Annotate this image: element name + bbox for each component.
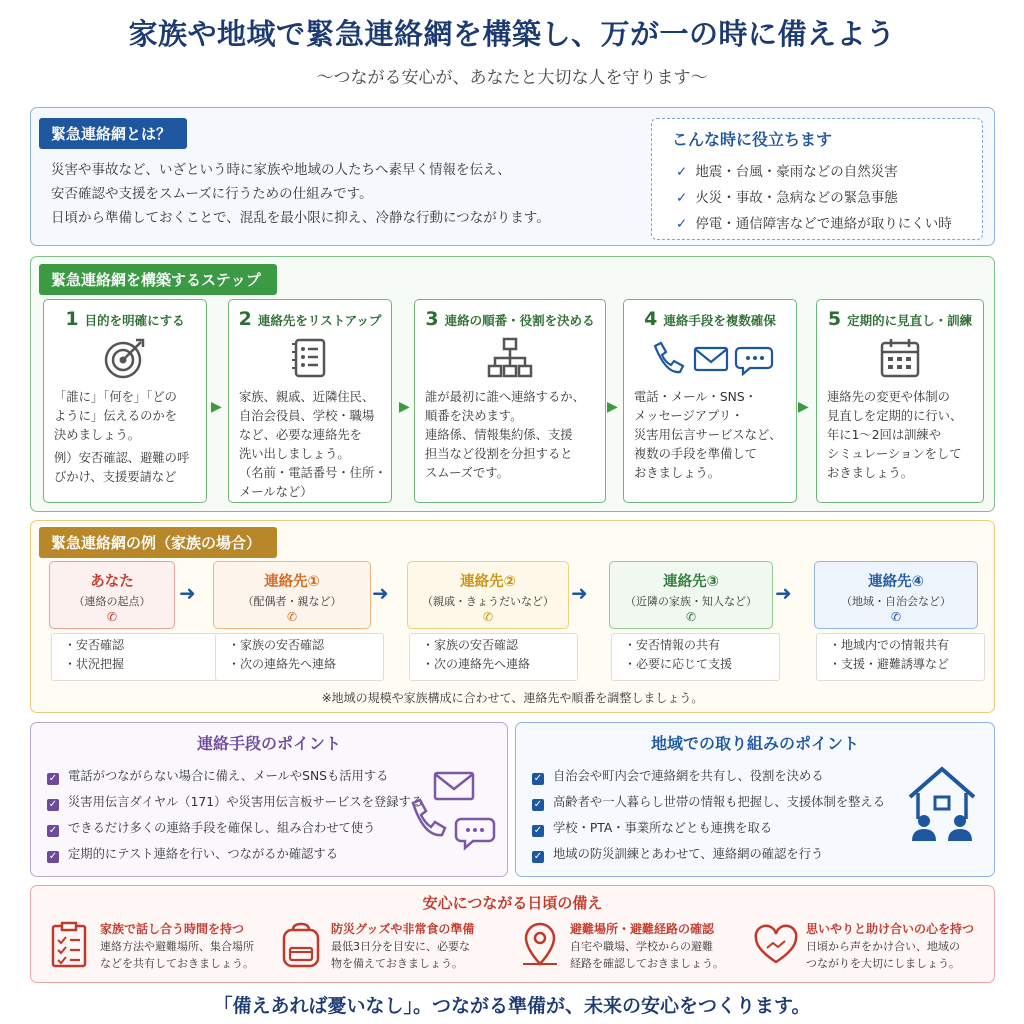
about-line: 日頃から準備しておくことで、混乱を最小限に抑え、冷静な行動につながります。 bbox=[51, 210, 550, 226]
about-line: 災害や事故など、いざという時に家族や地域の人たちへ素早く情報を伝え、 bbox=[51, 162, 511, 178]
step-description: 誰が最初に誰へ連絡するか、 順番を決めます。 連絡係、情報集約係、支援 担当など役割を分担すると スムーズです。 bbox=[425, 390, 585, 480]
check-icon: ✓ bbox=[676, 190, 688, 206]
step-description: 連絡先の変更や体制の 見直しを定期的に行い、 年に1〜2回は訓練や シミュレーションをして おきましょう。 bbox=[827, 390, 963, 480]
checkbox-icon: ✓ bbox=[48, 773, 58, 784]
useful-item: ✓ 地震・台風・豪雨などの自然災害 bbox=[676, 164, 898, 180]
step-card-5: 5 定期的に見直し・訓練 連絡先の変更や体制の 見直しを定期的に行い、 年に1〜2回は訓練や シミュレーションをして おきましょう。 bbox=[816, 299, 984, 503]
phone-icon: ✆ bbox=[482, 610, 494, 624]
list-item: ✓ 学校・PTA・事業所などとも連携を取る bbox=[533, 821, 773, 836]
steps-section bbox=[30, 256, 995, 512]
person-box-contact-2: 連絡先② （親戚・きょうだいなど） ✆ bbox=[407, 561, 569, 629]
person-desc: ・安否確認 ・状況把握 bbox=[51, 633, 220, 681]
prep-item: 防災グッズや非常食の準備 最低3日分を目安に、必要な 物を備えておきましょう。 bbox=[276, 918, 511, 978]
list-item: ✓ 電話がつながらない場合に備え、メールやSNSも活用する bbox=[48, 769, 389, 784]
person-box-you: あなた （連絡の起点） ✆ bbox=[49, 561, 175, 629]
prep-item: 思いやりと助け合いの心を持つ 日頃から声をかけ合い、地域の つながりを大切にしましょう。 bbox=[751, 918, 986, 978]
contact-points-list bbox=[47, 763, 423, 867]
about-text bbox=[51, 158, 550, 230]
map-pin-icon bbox=[515, 920, 565, 970]
contact-methods-icon bbox=[624, 336, 796, 380]
footer-slogan: 「備えあれば憂いなし」。つながる準備が、未来の安心をつくります。 bbox=[213, 995, 811, 1017]
phone-icon: ✆ bbox=[106, 610, 118, 624]
example-section bbox=[30, 520, 995, 713]
phone-icon: ✆ bbox=[286, 610, 298, 624]
example-label: 緊急連絡網の例（家族の場合） bbox=[39, 527, 277, 558]
arrow-right-icon: ➜ bbox=[571, 581, 588, 605]
step-card-1: 1 目的を明確にする 「誰に」「何を」「どの ように」伝えるのかを 決めましょう。 例）安否確認、避難の呼 びかけ、支援要請など bbox=[43, 299, 207, 503]
arrow-right-icon: ▶ bbox=[798, 399, 809, 415]
check-icon: ✓ bbox=[676, 164, 688, 180]
checkbox-icon: ✓ bbox=[533, 799, 543, 810]
person-box-contact-3: 連絡先③ （近隣の家族・知人など） ✆ bbox=[609, 561, 773, 629]
community-points-list bbox=[532, 763, 885, 867]
checkbox-icon: ✓ bbox=[48, 799, 58, 810]
step-description: 「誰に」「何を」「どの ように」伝えるのかを 決めましょう。 例）安否確認、避難の呼 びかけ、支援要請など bbox=[54, 390, 190, 484]
communication-icon bbox=[405, 767, 501, 867]
useful-box bbox=[651, 118, 983, 240]
useful-item: ✓ 火災・事故・急病などの緊急事態 bbox=[676, 190, 898, 206]
list-icon bbox=[229, 336, 391, 380]
person-box-contact-4: 連絡先④ （地域・自治会など） ✆ bbox=[814, 561, 978, 629]
useful-title: こんな時に役立ちます bbox=[672, 130, 833, 149]
step-card-2: 2 連絡先をリストアップ 家族、親戚、近隣住民、 自治会役員、学校・職場 など、必要な連絡先を 洗い出しましょう。 （名前・電話番号・住所・ メールなど） bbox=[228, 299, 392, 503]
arrow-right-icon: ➜ bbox=[179, 581, 196, 605]
checkbox-icon: ✓ bbox=[533, 851, 543, 862]
arrow-right-icon: ➜ bbox=[775, 581, 792, 605]
check-icon: ✓ bbox=[676, 216, 688, 232]
list-item: ✓ できるだけ多くの連絡手段を確保し、組み合わせて使う bbox=[48, 821, 376, 836]
community-points-section bbox=[515, 722, 995, 877]
person-desc: ・安否情報の共有 ・必要に応じて支援 bbox=[611, 633, 780, 681]
backpack-icon bbox=[276, 920, 326, 970]
person-desc: ・家族の安否確認 ・次の連絡先へ連絡 bbox=[215, 633, 384, 681]
community-house-icon bbox=[904, 763, 980, 847]
community-points-title: 地域での取り組みのポイント bbox=[650, 734, 859, 753]
page-subtitle: 〜つながる安心が、あなたと大切な人を守ります〜 bbox=[316, 68, 708, 88]
list-item: ✓ 定期的にテスト連絡を行い、つながるか確認する bbox=[48, 847, 339, 862]
person-desc: ・地域内での情報共有 ・支援・避難誘導など bbox=[816, 633, 985, 681]
step-description: 電話・メール・SNS・ メッセージアプリ・ 災害用伝言サービスなど、 複数の手段を準備して おきましょう。 bbox=[634, 390, 782, 480]
arrow-right-icon: ➜ bbox=[372, 581, 389, 605]
checkbox-icon: ✓ bbox=[533, 773, 543, 784]
page-title: 家族や地域で緊急連絡網を構築し、万が一の時に備えよう bbox=[128, 17, 896, 51]
checkbox-icon: ✓ bbox=[48, 851, 58, 862]
person-box-contact-1: 連絡先① （配偶者・親など） ✆ bbox=[213, 561, 371, 629]
arrow-right-icon: ▶ bbox=[607, 399, 618, 415]
list-item: ✓ 地域の防災訓練とあわせて、連絡網の確認を行う bbox=[533, 847, 824, 862]
arrow-right-icon: ▶ bbox=[211, 399, 222, 415]
list-item: ✓ 自治会や町内会で連絡網を共有し、役割を決める bbox=[533, 769, 824, 784]
checkbox-icon: ✓ bbox=[533, 825, 543, 836]
calendar-icon bbox=[817, 336, 983, 380]
preparation-section bbox=[30, 885, 995, 983]
checkbox-icon: ✓ bbox=[48, 825, 58, 836]
about-label: 緊急連絡網とは？ bbox=[39, 118, 187, 149]
about-section bbox=[30, 107, 995, 246]
target-icon bbox=[44, 336, 206, 380]
useful-list bbox=[676, 159, 952, 237]
about-line: 安否確認や支援をスムーズに行うための仕組みです。 bbox=[51, 186, 373, 202]
prep-item: 家族で話し合う時間を持つ 連絡方法や避難場所、集合場所 などを共有しておきましょう。 bbox=[45, 918, 280, 978]
example-note: ※地域の規模や家族構成に合わせて、連絡先や順番を調整しましょう。 bbox=[321, 691, 704, 705]
preparation-title: 安心につながる日頃の備え bbox=[422, 894, 603, 912]
list-item: ✓ 高齢者や一人暮らし世帯の情報も把握し、支援体制を整える bbox=[533, 795, 886, 810]
checklist-icon bbox=[45, 920, 95, 970]
step-card-3: 3 連絡の順番・役割を決める 誰が最初に誰へ連絡するか、 順番を決めます。 連絡係、情報集約係、支援 担当など役割を分担すると スムーズです。 bbox=[414, 299, 606, 503]
step-description: 家族、親戚、近隣住民、 自治会役員、学校・職場 など、必要な連絡先を 洗い出しましょう。 （名前・電話番号・住所・ メールなど） bbox=[239, 390, 387, 499]
steps-label: 緊急連絡網を構築するステップ bbox=[39, 264, 277, 295]
arrow-right-icon: ▶ bbox=[399, 399, 410, 415]
prep-item: 避難場所・避難経路の確認 自宅や職場、学校からの避難 経路を確認しておきましょう。 bbox=[515, 918, 750, 978]
contact-points-section bbox=[30, 722, 508, 877]
useful-item: ✓ 停電・通信障害などで連絡が取りにくい時 bbox=[676, 216, 952, 232]
hierarchy-icon bbox=[415, 336, 605, 380]
person-desc: ・家族の安否確認 ・次の連絡先へ連絡 bbox=[409, 633, 578, 681]
phone-icon: ✆ bbox=[685, 610, 697, 624]
phone-icon: ✆ bbox=[890, 610, 902, 624]
heart-hands-icon bbox=[751, 920, 801, 970]
list-item: ✓ 災害用伝言ダイヤル（171）や災害用伝言板サービスを登録する bbox=[48, 795, 424, 810]
step-card-4: 4 連絡手段を複数確保 電話・メール・SNS・ メッセージアプリ・ 災害用伝言サービスなど、 複数の手段を準備して おきましょう。 bbox=[623, 299, 797, 503]
contact-points-title: 連絡手段のポイント bbox=[196, 734, 341, 753]
